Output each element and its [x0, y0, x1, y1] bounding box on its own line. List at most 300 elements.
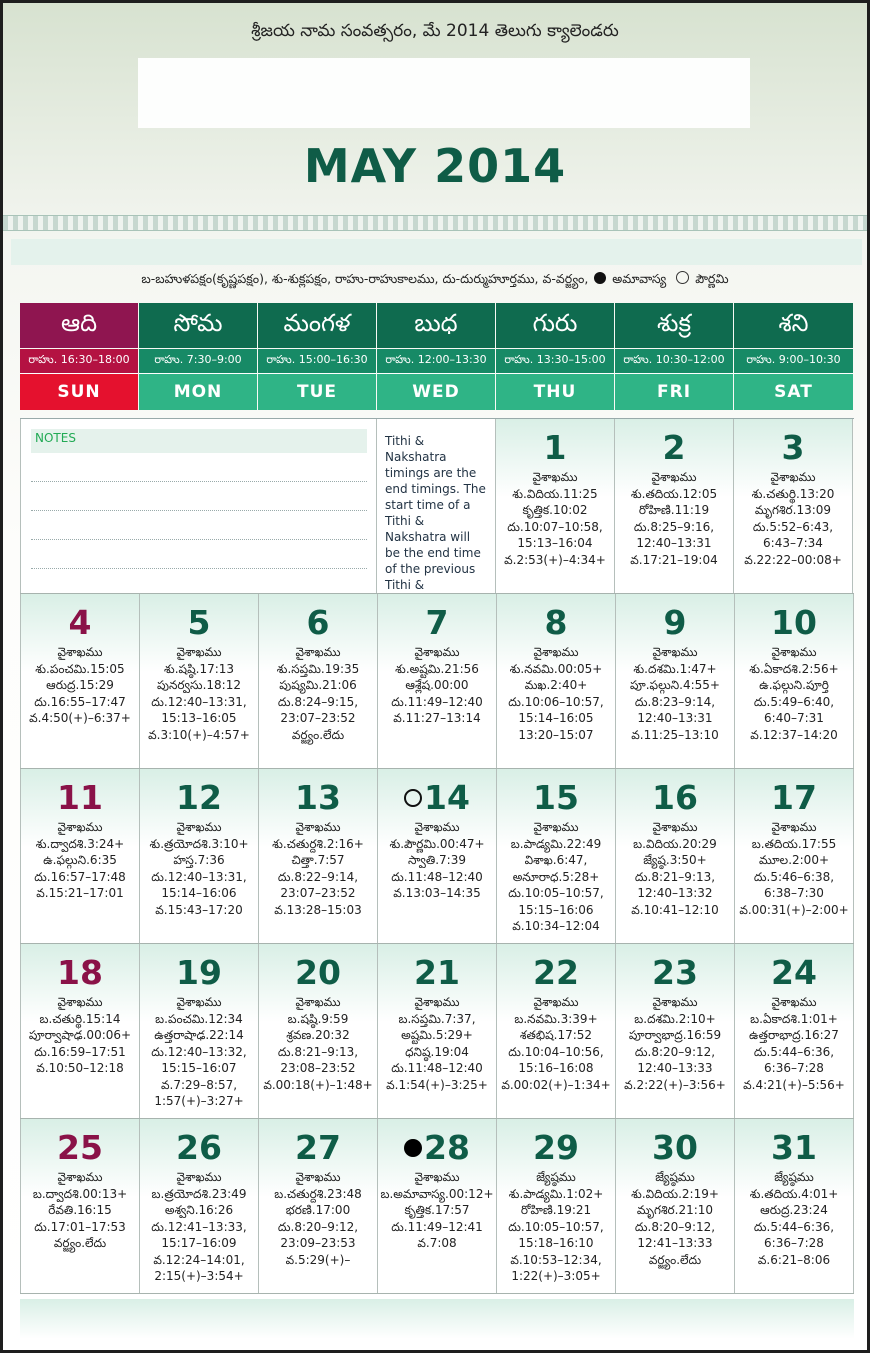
day-number-text: 14 — [424, 778, 470, 817]
panchang-details — [378, 994, 496, 1093]
panchang-line: 15:18–16:10 — [518, 1236, 594, 1250]
week-row — [20, 594, 854, 769]
day-number-text: 11 — [57, 778, 103, 817]
panchang-line: మఖ.2:40+ — [524, 678, 588, 692]
panchang-details — [21, 644, 139, 727]
panchang-line: వైశాఖము — [57, 1170, 103, 1184]
panchang-line: వైశాఖము — [652, 645, 698, 659]
panchang-line: వ.1:54(+)–3:25+ — [386, 1077, 488, 1092]
panchang-line: వ.7:29–8:57, — [160, 1077, 238, 1092]
panchang-details — [497, 819, 615, 935]
day-number — [21, 954, 139, 992]
panchang-line: 15:13–16:04 — [517, 536, 593, 550]
panchang-line: దు.11:49–12:41 — [391, 1219, 483, 1234]
panchang-line: వైశాఖము — [414, 1170, 460, 1184]
panchang-line: వైశాఖము — [652, 995, 698, 1009]
panchang-line: శు.సప్తమి.19:35 — [276, 661, 360, 676]
panchang-line: వైశాఖము — [176, 995, 222, 1009]
day-cell — [735, 1119, 854, 1293]
rahu-kalam: రాహు. 13:30–15:00 — [496, 349, 614, 373]
day-number — [378, 779, 496, 817]
rahu-kalam: రాహు. 9:00–10:30 — [734, 349, 853, 373]
weekday-english: THU — [496, 373, 614, 410]
header-sunday — [20, 303, 138, 410]
day-number — [21, 779, 139, 817]
weekday-telugu: బుధ — [377, 303, 495, 348]
panchang-line: వ.12:24–14:01, — [153, 1252, 245, 1267]
day-number — [496, 429, 614, 467]
panchang-line: ఆరుద్ర.15:29 — [46, 678, 114, 692]
day-number-text: 1 — [543, 428, 567, 467]
panchang-line: వైశాఖము — [533, 995, 579, 1009]
panchang-line: వైశాఖము — [651, 470, 697, 484]
panchang-line: దు.5:46–6:38, — [753, 869, 835, 884]
day-cell — [734, 419, 853, 593]
week-row — [20, 769, 854, 944]
panchang-details — [735, 819, 853, 918]
day-cell — [497, 594, 616, 768]
day-number-text: 4 — [68, 603, 92, 642]
panchang-line: వ.22:22–00:08+ — [744, 552, 842, 567]
day-cell — [735, 944, 854, 1118]
panchang-line: వ.11:25–13:10 — [631, 727, 719, 742]
header-band — [11, 239, 862, 265]
panchang-line: బ.చతుర్థి.15:14 — [39, 1011, 121, 1026]
day-number — [497, 1129, 615, 1167]
day-number-text: 30 — [652, 1128, 698, 1167]
panchang-details — [735, 644, 853, 743]
weekday-telugu: మంగళ — [258, 303, 376, 348]
panchang-details — [378, 1169, 496, 1252]
day-number-text: 17 — [771, 778, 817, 817]
panchang-line: వైశాఖము — [533, 645, 579, 659]
day-cell — [140, 594, 259, 768]
panchang-line: మృగశిర.21:10 — [636, 1203, 714, 1217]
weekday-english: SAT — [734, 373, 853, 410]
panchang-line: 15:14–16:06 — [161, 886, 237, 900]
header-banner — [138, 58, 750, 128]
weekday-english: SUN — [20, 373, 138, 410]
panchang-line: ఉ.ఫల్గుని.పూర్తి — [759, 678, 829, 692]
panchang-line: దు.8:20–9:12, — [277, 1219, 359, 1234]
panchang-details — [21, 994, 139, 1077]
day-cell — [735, 769, 854, 943]
panchang-details — [735, 1169, 853, 1268]
day-number — [259, 954, 377, 992]
panchang-line: దు.8:24–9:15, — [277, 694, 359, 709]
day-number — [616, 604, 734, 642]
day-cell — [140, 769, 259, 943]
panchang-line: వైశాఖము — [771, 995, 817, 1009]
panchang-line: 15:14–16:05 — [518, 711, 594, 725]
day-number — [616, 954, 734, 992]
day-number-text: 5 — [187, 603, 211, 642]
panchang-line: వైశాఖము — [176, 1170, 222, 1184]
day-number — [497, 779, 615, 817]
day-number-text: 25 — [57, 1128, 103, 1167]
panchang-details — [735, 994, 853, 1093]
panchang-details — [140, 994, 258, 1110]
panchang-line: ఉత్తరాషాఢ.22:14 — [154, 1028, 244, 1042]
weekday-telugu: ఆది — [20, 303, 138, 348]
panchang-line: వైశాఖము — [652, 820, 698, 834]
panchang-line: వైశాఖము — [771, 820, 817, 834]
panchang-line: దు.10:06–10:57, — [508, 694, 604, 709]
day-cell — [259, 594, 378, 768]
panchang-line: మూల.2:00+ — [758, 853, 830, 867]
panchang-line: బ.విదియ.20:29 — [633, 836, 717, 851]
full-moon-icon — [676, 271, 689, 284]
panchang-line: వైశాఖము — [414, 645, 460, 659]
panchang-line: ఆశ్లేష.00:00 — [405, 678, 469, 692]
day-cell — [378, 944, 497, 1118]
panchang-details — [378, 819, 496, 902]
panchang-line: దు.8:25–9:16, — [633, 519, 715, 534]
day-number-text: 26 — [176, 1128, 222, 1167]
weekday-english: MON — [139, 373, 257, 410]
notes-area — [21, 419, 371, 593]
panchang-line: దు.10:05–10:57, — [508, 1219, 604, 1234]
panchang-details — [496, 469, 614, 568]
week-row — [20, 1119, 854, 1294]
panchang-line: పూర్వాషాఢ.00:06+ — [28, 1028, 132, 1042]
day-number-text: 7 — [425, 603, 449, 642]
day-cell — [259, 944, 378, 1118]
panchang-line: దు.8:20–9:12, — [634, 1219, 716, 1234]
panchang-line: 12:40–13:32 — [637, 886, 713, 900]
day-number — [497, 604, 615, 642]
day-number — [735, 1129, 853, 1167]
weekday-header — [20, 303, 854, 410]
panchang-line: 13:20–15:07 — [518, 727, 594, 742]
panchang-line: శతభిష.17:52 — [519, 1028, 593, 1042]
day-number-text: 8 — [544, 603, 568, 642]
panchang-line: దు.10:07–10:58, — [507, 519, 603, 534]
day-cell — [378, 594, 497, 768]
panchang-line: 6:40–7:31 — [764, 711, 824, 725]
panchang-line: వైశాఖము — [533, 820, 579, 834]
day-cell — [616, 944, 735, 1118]
day-cell — [497, 769, 616, 943]
panchang-line: దు.5:49–6:40, — [753, 694, 835, 709]
panchang-line: వర్జ్యం.లేదు — [648, 1252, 702, 1267]
day-number-text: 9 — [663, 603, 687, 642]
day-cell — [497, 1119, 616, 1293]
panchang-line: దు.10:05–10:57, — [508, 886, 604, 900]
day-cell — [496, 419, 615, 593]
panchang-line: దు.16:59–17:51 — [34, 1044, 126, 1059]
day-number — [497, 954, 615, 992]
day-number-text: 10 — [771, 603, 817, 642]
panchang-line: వ.10:50–12:18 — [36, 1061, 124, 1075]
panchang-line: బ.అమావాస్య.00:12+ — [380, 1186, 494, 1201]
legend-new-moon: అమావాస్య — [612, 271, 667, 286]
panchang-line: వైశాఖము — [771, 645, 817, 659]
panchang-line: బ.తదియ.17:55 — [751, 836, 837, 851]
notes-line — [31, 540, 367, 569]
panchang-line: 6:43–7:34 — [763, 536, 823, 550]
panchang-details — [378, 644, 496, 727]
panchang-line: 1:22(+)–3:05+ — [511, 1269, 601, 1283]
panchang-line: వైశాఖము — [414, 995, 460, 1009]
panchang-line: బ.ద్వాదశి.00:13+ — [32, 1186, 128, 1201]
panchang-line: బ.పంచమి.12:34 — [155, 1011, 243, 1026]
panchang-details — [615, 469, 733, 568]
day-number — [140, 1129, 258, 1167]
rahu-kalam: రాహు. 12:00–13:30 — [377, 349, 495, 373]
panchang-line: వ.11:27–13:14 — [393, 711, 481, 725]
day-number — [21, 604, 139, 642]
day-number — [140, 779, 258, 817]
day-number-text: 27 — [295, 1128, 341, 1167]
panchang-line: జ్యేష్ఠము — [774, 1170, 814, 1184]
panchang-line: రోహిణి.19:21 — [520, 1203, 592, 1217]
day-number-text: 18 — [57, 953, 103, 992]
weekday-telugu: శని — [734, 303, 853, 348]
day-cell — [20, 594, 140, 768]
panchang-line: 15:16–16:08 — [518, 1061, 594, 1075]
weekday-english: FRI — [615, 373, 733, 410]
panchang-line: 12:40–13:33 — [637, 1061, 713, 1075]
legend-text: బ-బహుళపక్షం(కృష్ణపక్షం), శు-శుక్లపక్షం, రాహు-రాహుకాలము, దు-దుర్ముహూర్తము, వ-వర్జ్యం, — [141, 271, 589, 286]
panchang-line: శు.షష్ఠి.17:13 — [163, 661, 235, 676]
panchang-line: దు.8:22–9:14, — [277, 869, 359, 884]
calendar-title-telugu: శ్రీజయ నామ సంవత్సరం, మే 2014 తెలుగు క్యాలెండరు — [251, 21, 619, 41]
panchang-line: విశాఖ.6:47, — [524, 853, 588, 867]
panchang-line: 23:07–23:52 — [280, 711, 356, 725]
panchang-line: జ్యేష్ఠము — [655, 1170, 695, 1184]
day-number-text: 22 — [533, 953, 579, 992]
panchang-line: దు.11:48–12:40 — [391, 869, 483, 884]
weekday-telugu: శుక్ర — [615, 303, 733, 348]
day-cell — [616, 594, 735, 768]
decorative-border — [3, 215, 867, 231]
notes-line — [31, 453, 367, 482]
panchang-line: 23:09–23:53 — [280, 1236, 356, 1250]
panchang-details — [734, 469, 852, 568]
panchang-line: దు.17:01–17:53 — [34, 1219, 126, 1234]
panchang-line: వ.10:41–12:10 — [631, 902, 719, 917]
panchang-details — [140, 819, 258, 918]
panchang-line: పునర్వసు.18:12 — [157, 678, 241, 692]
legend-full-moon: పౌర్ణమి — [695, 271, 729, 286]
panchang-details — [497, 1169, 615, 1285]
day-cell — [20, 944, 140, 1118]
panchang-line: ఉత్తరాభాద్ర.16:27 — [749, 1028, 839, 1042]
panchang-details — [259, 1169, 377, 1268]
panchang-line: 12:40–13:31 — [637, 711, 713, 725]
panchang-line: వైశాఖము — [770, 470, 816, 484]
panchang-line: వ.00:31(+)–2:00+ — [739, 902, 849, 917]
panchang-line: శు.పంచమి.15:05 — [35, 661, 125, 676]
panchang-line: వ.00:18(+)–1:48+ — [263, 1077, 373, 1092]
panchang-line: శు.చతుర్థి.13:20 — [751, 486, 835, 501]
day-cell — [616, 1119, 735, 1293]
panchang-details — [616, 644, 734, 743]
panchang-line: శు.తదియ.12:05 — [630, 486, 718, 501]
day-cell — [20, 1119, 140, 1293]
panchang-line: 15:13–16:05 — [161, 711, 237, 725]
panchang-line: దు.12:40–13:32, — [151, 1044, 247, 1059]
panchang-line: ధనిష్ఠ.19:04 — [405, 1044, 469, 1059]
panchang-line: శ్రవణ.20:32 — [286, 1028, 350, 1042]
new-moon-icon — [404, 1139, 422, 1157]
day-number-text: 23 — [652, 953, 698, 992]
panchang-line: వ.5:29(+)– — [285, 1252, 351, 1267]
panchang-line: పూర్వాభాద్ర.16:59 — [628, 1028, 722, 1042]
day-cell — [735, 594, 854, 768]
new-moon-icon — [594, 272, 606, 284]
panchang-line: వ.3:10(+)–4:57+ — [148, 727, 250, 742]
legend — [3, 271, 867, 290]
header-tuesday — [258, 303, 376, 410]
day-number — [735, 779, 853, 817]
panchang-line: వర్జ్యం.లేదు — [291, 727, 345, 742]
header-saturday — [734, 303, 853, 410]
header-friday — [615, 303, 733, 410]
panchang-details — [616, 1169, 734, 1268]
panchang-line: వైశాఖము — [57, 645, 103, 659]
panchang-details — [616, 819, 734, 918]
day-number — [259, 604, 377, 642]
panchang-line: బ.త్రయోదశి.23:49 — [151, 1186, 247, 1201]
panchang-line: వ.17:21–19:04 — [630, 552, 718, 567]
panchang-line: వ.7:08 — [417, 1236, 457, 1250]
panchang-details — [140, 1169, 258, 1285]
day-cell — [615, 419, 734, 593]
panchang-line: ఉ.ఫల్గుని.6:35 — [43, 853, 117, 867]
day-number-text: 20 — [295, 953, 341, 992]
day-number — [616, 779, 734, 817]
day-number-text: 2 — [662, 428, 686, 467]
panchang-line: వైశాఖము — [295, 1170, 341, 1184]
week-row — [20, 419, 854, 594]
panchang-line: రేవతి.16:15 — [48, 1203, 112, 1217]
day-number — [615, 429, 733, 467]
panchang-line: బ.ఏకాదశి.1:01+ — [750, 1011, 838, 1026]
header-thursday — [496, 303, 614, 410]
notes-line — [31, 511, 367, 540]
panchang-line: 12:40–13:31 — [636, 536, 712, 550]
day-cell — [140, 1119, 259, 1293]
panchang-line: 1:57(+)–3:27+ — [154, 1094, 244, 1108]
panchang-line: 2:15(+)–3:54+ — [154, 1269, 244, 1283]
panchang-details — [259, 994, 377, 1093]
panchang-line: శు.చతుర్దశి.2:16+ — [272, 836, 364, 851]
panchang-line: వైశాఖము — [295, 645, 341, 659]
weeks — [20, 418, 854, 1294]
panchang-line: ఆరుద్ర.23:24 — [760, 1203, 828, 1217]
day-number-text: 24 — [771, 953, 817, 992]
day-number-text: 16 — [652, 778, 698, 817]
panchang-details — [497, 644, 615, 743]
panchang-line: శు.విదియ.2:19+ — [631, 1186, 719, 1201]
day-number-text: 31 — [771, 1128, 817, 1167]
panchang-line: పూ.ఫల్గుని.4:55+ — [630, 678, 720, 692]
panchang-line: దు.12:40–13:31, — [151, 869, 247, 884]
panchang-line: దు.16:55–17:47 — [34, 694, 126, 709]
panchang-line: శు.నవమి.00:05+ — [509, 661, 603, 676]
panchang-line: శు.విదియ.11:25 — [512, 486, 598, 501]
weekday-english: WED — [377, 373, 495, 410]
panchang-line: 23:08–23:52 — [280, 1061, 356, 1075]
notes-title: NOTES — [31, 429, 367, 453]
panchang-line: శు.ద్వాదశి.3:24+ — [35, 836, 125, 851]
day-number — [735, 604, 853, 642]
weekday-telugu: సోమ — [139, 303, 257, 348]
panchang-line: శు.దశమి.1:47+ — [633, 661, 717, 676]
panchang-line: దు.11:48–12:40 — [391, 1061, 483, 1075]
panchang-line: వ.15:21–17:01 — [36, 886, 124, 900]
panchang-line: కృత్తిక.10:02 — [522, 503, 588, 517]
panchang-line: వైశాఖము — [532, 470, 578, 484]
panchang-details — [21, 819, 139, 902]
panchang-line: దు.5:52–6:43, — [752, 519, 834, 534]
panchang-line: వ.10:34–12:04 — [512, 919, 600, 933]
panchang-line: బ.దశమి.2:10+ — [634, 1011, 716, 1026]
day-cell — [140, 944, 259, 1118]
panchang-line: వైశాఖము — [57, 995, 103, 1009]
day-number-text: 6 — [306, 603, 330, 642]
panchang-line: వైశాఖము — [295, 995, 341, 1009]
panchang-line: దు.5:44–6:36, — [753, 1219, 835, 1234]
panchang-line: భరణి.17:00 — [285, 1203, 351, 1217]
panchang-line: హస్త.7:36 — [173, 853, 225, 867]
panchang-line: 6:36–7:28 — [764, 1236, 824, 1250]
panchang-line: రోహిణి.11:19 — [638, 503, 710, 517]
panchang-line: వ.15:43–17:20 — [155, 902, 243, 917]
rahu-kalam: రాహు. 10:30–12:00 — [615, 349, 733, 373]
day-number-text: 15 — [533, 778, 579, 817]
panchang-details — [259, 644, 377, 743]
panchang-line: దు.12:40–13:31, — [151, 694, 247, 709]
panchang-line: వైశాఖము — [57, 820, 103, 834]
panchang-line: వైశాఖము — [295, 820, 341, 834]
day-number — [140, 954, 258, 992]
panchang-line: స్వాతి.7:39 — [407, 853, 466, 867]
panchang-line: శు.అష్టమి.21:56 — [395, 661, 479, 676]
week-row — [20, 944, 854, 1119]
panchang-line: వ.4:21(+)–5:56+ — [743, 1077, 845, 1092]
panchang-line: వ.2:53(+)–4:34+ — [504, 552, 606, 567]
tithi-note-cell — [377, 419, 496, 593]
panchang-line: 6:36–7:28 — [764, 1061, 824, 1075]
panchang-line: వ.12:37–14:20 — [750, 727, 838, 742]
day-number — [259, 779, 377, 817]
panchang-line: వర్జ్యం.లేదు — [53, 1236, 107, 1250]
panchang-line: వ.13:03–14:35 — [393, 886, 481, 900]
panchang-line: కృత్తిక.17:57 — [404, 1203, 470, 1217]
panchang-line: దు.12:41–13:33, — [151, 1219, 247, 1234]
panchang-line: దు.8:20–9:12, — [634, 1044, 716, 1059]
panchang-details — [616, 994, 734, 1093]
panchang-line: దు.8:21–9:13, — [277, 1044, 359, 1059]
day-number — [616, 1129, 734, 1167]
header-monday — [139, 303, 257, 410]
tithi-note: Tithi & Nakshatra timings are the end timings. The start time of a Tithi & Nakshatra will be the end time of the previous Tithi & — [385, 434, 486, 592]
panchang-line: వ.13:28–15:03 — [274, 902, 362, 917]
day-cell — [378, 769, 497, 943]
header-wednesday — [377, 303, 495, 410]
full-moon-icon — [404, 789, 422, 807]
panchang-line: బ.నవమి.3:39+ — [514, 1011, 598, 1026]
day-number — [259, 1129, 377, 1167]
day-number — [378, 1129, 496, 1167]
panchang-line: శు.ఏకాదశి.2:56+ — [749, 661, 839, 676]
day-cell — [378, 1119, 497, 1293]
panchang-line: వైశాఖము — [414, 820, 460, 834]
day-number — [140, 604, 258, 642]
